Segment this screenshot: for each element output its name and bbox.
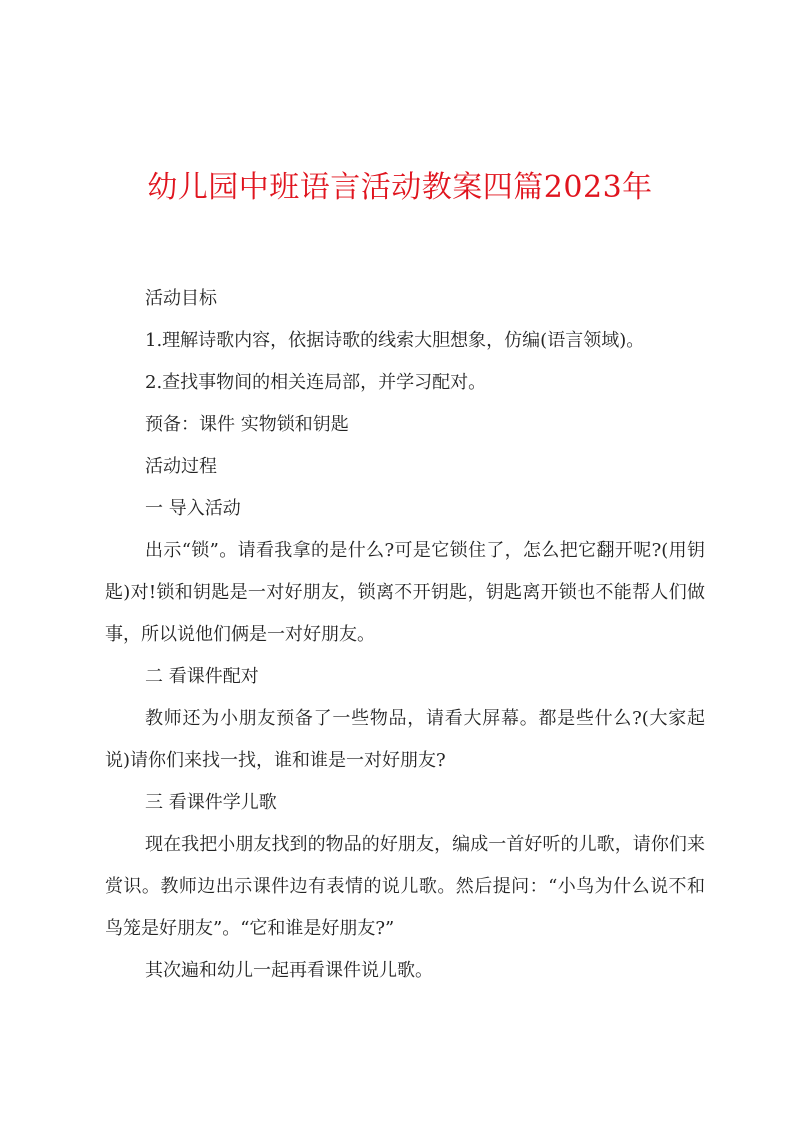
step-heading-2: 二 看课件配对: [145, 666, 259, 687]
step-1-paragraph: 出示“锁”。请看我拿的是什么?可是它锁住了，怎么把它翻开呢?(用钥匙)对!锁和钥匙是一对好朋友，锁离不开钥匙，钥匙离开锁也不能帮人们做事，所以说他们俩是一对好朋友。: [105, 540, 705, 645]
section-heading-objectives: 活动目标: [145, 288, 217, 309]
step-3-paragraph: 现在我把小朋友找到的物品的好朋友，编成一首好听的儿歌，请你们来赏识。教师边出示课件边有表情的说儿歌。然后提问：“小鸟为什么说不和鸟笼是好朋友”。“它和谁是好朋友?”: [105, 834, 705, 939]
document-title: 幼儿园中班语言活动教案四篇2023年: [147, 170, 653, 205]
objective-item-1: 1.理解诗歌内容，依据诗歌的线索大胆想象，仿编(语言领域)。: [145, 330, 645, 351]
section-heading-process: 活动过程: [145, 456, 217, 477]
objective-item-2: 2.查找事物间的相关连局部，并学习配对。: [145, 372, 487, 393]
preparation-line: 预备：课件 实物锁和钥匙: [145, 414, 349, 435]
step-3-followup: 其次遍和幼儿一起再看课件说儿歌。: [145, 960, 433, 981]
step-heading-3: 三 看课件学儿歌: [145, 792, 277, 813]
step-2-paragraph: 教师还为小朋友预备了一些物品，请看大屏幕。都是些什么?(大家起说)请你们来找一找，谁和谁是一对好朋友?: [105, 708, 705, 771]
step-heading-1: 一 导入活动: [145, 498, 241, 519]
